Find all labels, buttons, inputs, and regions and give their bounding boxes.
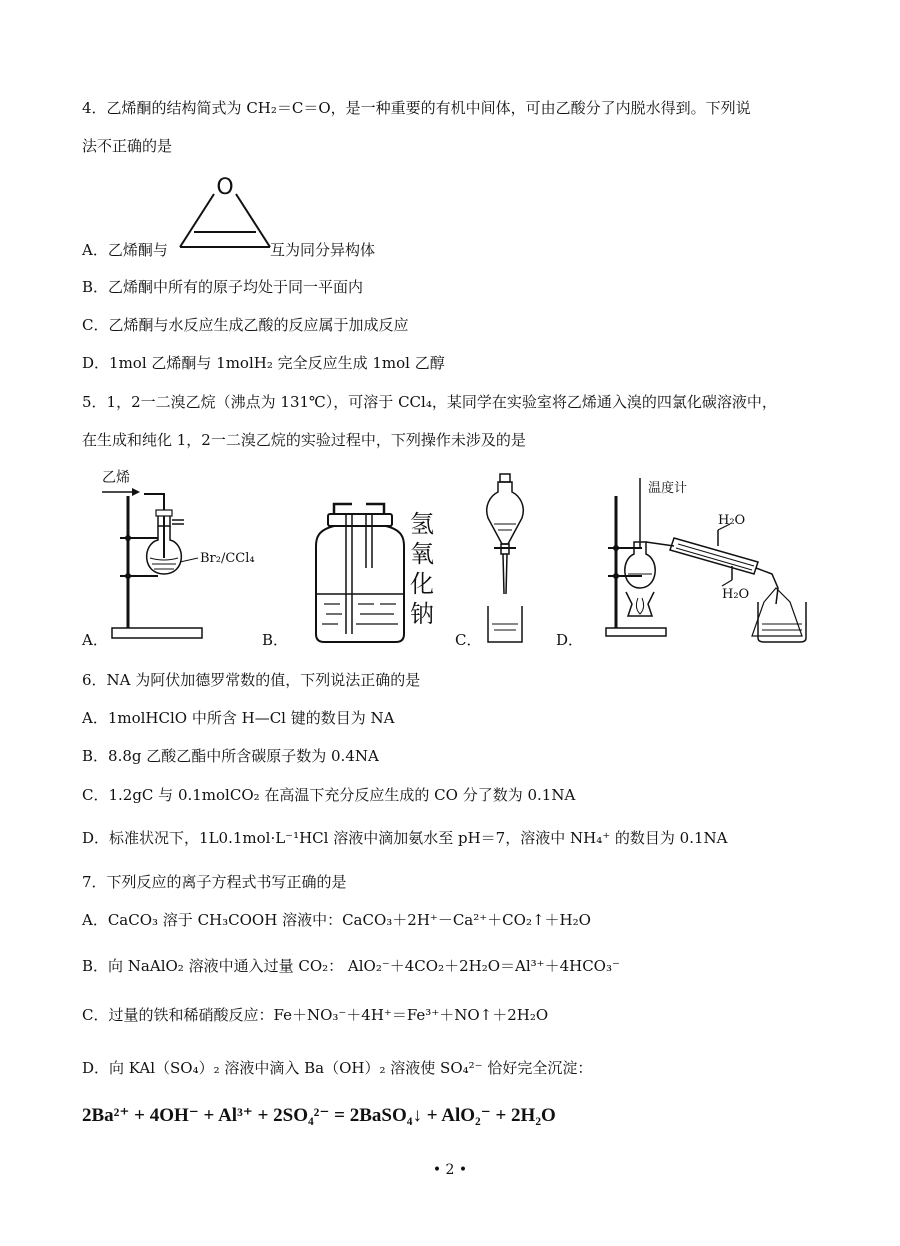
q7-stem: 7．下列反应的离子方程式书写正确的是 [82, 873, 347, 891]
figure-c-separatory-funnel [478, 472, 538, 652]
figure-b-label-char-2: 氧 [410, 540, 434, 568]
q5-option-a: A． [82, 631, 108, 649]
figure-d-thermometer-label: 温度计 [648, 481, 688, 496]
figure-b-label-char-1: 氢 [410, 510, 434, 538]
figure-a-bubbling-apparatus [98, 466, 268, 646]
q6-stem: 6．NA 为阿伏加德罗常数的值，下列说法正确的是 [82, 671, 421, 689]
q6-option-a: A．1molHClO 中所含 H—Cl 键的数目为 NA [82, 709, 395, 727]
q7-equation: 2Ba²⁺ + 4OH⁻ + Al³⁺ + 2SO₄²⁻ = 2BaSO₄↓ + AlO₂⁻ + 2H₂O [82, 1105, 556, 1126]
q4-option-a-prefix: A．乙烯酮与 [82, 241, 168, 259]
q7-option-d: D．向 KAl（SO₄）₂ 溶液中滴入 Ba（OH）₂ 溶液使 SO₄²⁻ 恰好完全沉淀： [82, 1059, 593, 1077]
q4-stem-line1: 4．乙烯酮的结构简式为 CH₂＝C＝O，是一种重要的有机中间体，可由乙酸分了内脱水得到。下列说 [82, 99, 751, 117]
q4-option-b: B．乙烯酮中所有的原子均处于同一平面内 [82, 278, 364, 296]
q5-option-d: D． [556, 631, 584, 649]
figure-d-water-in-label: H₂O [722, 587, 750, 602]
q6-option-b: B．8.8g 乙酸乙酯中所含碳原子数为 0.4NA [82, 747, 379, 765]
figure-b-gas-washing-bottle [304, 498, 444, 648]
q7-option-b: B．向 NaAlO₂ 溶液中通入过量 CO₂： AlO₂⁻＋4CO₂＋2H₂O＝Al³⁺＋4HCO₃⁻ [82, 957, 620, 975]
figure-d-water-out-label: H₂O [718, 513, 746, 528]
q6-option-c: C．1.2gC 与 0.1molCO₂ 在高温下充分反应生成的 CO 分了数为 0.1NA [82, 786, 576, 804]
q5-option-c: C． [455, 631, 482, 649]
figure-d-distillation-apparatus [598, 476, 838, 648]
q4-option-d: D．1mol 乙烯酮与 1molH₂ 完全反应生成 1mol 乙醇 [82, 354, 445, 372]
epoxide-ring-structure [178, 170, 274, 256]
figure-b-label-char-4: 钠 [410, 600, 434, 628]
q4-stem-line2: 法不正确的是 [82, 137, 173, 155]
q5-stem-line2: 在生成和纯化 1，2一二溴乙烷的实验过程中，下列操作未涉及的是 [82, 431, 526, 449]
figure-a-solution-label: Br₂/CCl₄ [200, 551, 255, 566]
q7-option-a: A．CaCO₃ 溶于 CH₃COOH 溶液中：CaCO₃＋2H⁺－Ca²⁺＋CO₂↑＋H₂O [82, 911, 591, 929]
figure-b-label-char-3: 化 [410, 570, 434, 598]
q4-option-a-suffix: 互为同分异构体 [270, 241, 376, 259]
q5-option-b: B． [262, 631, 289, 649]
q4-option-c: C．乙烯酮与水反应生成乙酸的反应属于加成反应 [82, 316, 409, 334]
ring-oxygen-atom: O [216, 175, 234, 200]
q7-option-c: C．过量的铁和稀硝酸反应：Fe＋NO₃⁻＋4H⁺＝Fe³⁺＋NO↑＋2H₂O [82, 1006, 549, 1024]
q5-stem-line1: 5．1，2一二溴乙烷（沸点为 131℃），可溶于 CCl₄，某同学在实验室将乙烯通入溴的四氯化碳溶液中， [82, 393, 777, 411]
q6-option-d: D．标准状况下，1L0.1mol·L⁻¹HCl 溶液中滴加氨水至 pH＝7，溶液中 NH₄⁺ 的数目为 0.1NA [82, 829, 728, 847]
figure-a-gas-label: 乙烯 [102, 470, 130, 486]
page-number: • 2 • [432, 1162, 468, 1178]
